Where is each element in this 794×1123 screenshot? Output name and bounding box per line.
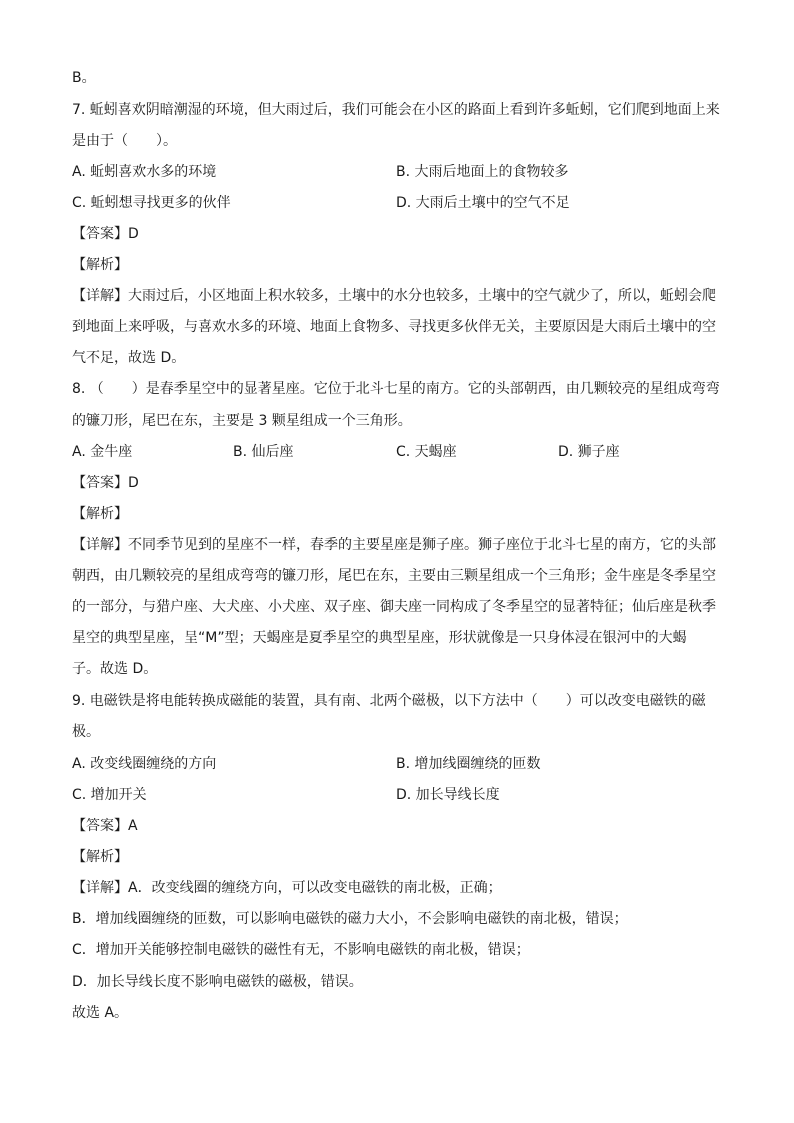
- q8-option-b: B. 仙后座: [233, 444, 294, 460]
- q8-option-a: A. 金牛座: [72, 444, 133, 460]
- q7-detail-line-2: 到地面上来呼吸，与喜欢水多的环境、地面上食物多、寻找更多伙伴无关，主要原因是大雨后土壤中的空: [72, 319, 716, 335]
- q8-detail-line-5: 子。故选 D。: [72, 661, 158, 677]
- q8-detail-line-3: 的一部分，与猎户座、大犬座、小犬座、双子座、御夫座一同构成了冬季星空的显著特征；仙后座是秋季: [72, 599, 716, 615]
- q7-stem-line-1: 7. 蚯蚓喜欢阴暗潮湿的环境，但大雨过后，我们可能会在小区的路面上看到许多蚯蚓，它们爬到地面上来: [72, 102, 720, 118]
- q9-option-a: A. 改变线圈缠绕的方向: [72, 756, 217, 772]
- q9-conclusion: 故选 A。: [72, 1005, 129, 1021]
- q9-option-d: D. 加长导线长度: [396, 787, 500, 803]
- q9-detail-line-3: C．增加开关能够控制电磁铁的磁性有无，不影响电磁铁的南北极，错误；: [72, 942, 530, 958]
- q7-detail-line-3: 气不足，故选 D。: [72, 350, 186, 366]
- q9-answer: 【答案】A: [72, 818, 138, 834]
- q7-option-a: A. 蚯蚓喜欢水多的环境: [72, 164, 217, 180]
- q9-detail-line-4: D．加长导线长度不影响电磁铁的磁极，错误。: [72, 974, 363, 990]
- previous-answer-ending: B。: [72, 70, 96, 86]
- q7-answer: 【答案】D: [72, 226, 139, 242]
- q8-detail-line-4: 星空的典型星座，呈“M”型；天蝎座是夏季星空的典型星座，形状就像是一只身体浸在银河中的大蝎: [72, 630, 687, 646]
- q9-option-c: C. 增加开关: [72, 787, 147, 803]
- q7-detail-line-1: 【详解】大雨过后，小区地面上积水较多，土壤中的水分也较多，土壤中的空气就少了，所以，蚯蚓会爬: [72, 288, 716, 304]
- q8-option-c: C. 天蝎座: [396, 444, 457, 460]
- q9-stem-line-2: 极。: [72, 724, 100, 740]
- q8-option-d: D. 狮子座: [558, 444, 620, 460]
- q8-stem-line-2: 的镰刀形，尾巴在东，主要是 3 颗星组成一个三角形。: [72, 413, 412, 429]
- q7-option-d: D. 大雨后土壤中的空气不足: [396, 195, 570, 211]
- q9-stem-line-1: 9. 电磁铁是将电能转换成磁能的装置，具有南、北两个磁极，以下方法中（ ）可以改变电磁铁的磁: [72, 693, 706, 709]
- q8-analysis-label: 【解析】: [72, 506, 128, 522]
- q7-option-c: C. 蚯蚓想寻找更多的伙伴: [72, 195, 231, 211]
- q7-analysis-label: 【解析】: [72, 257, 128, 273]
- q9-detail-line-2: B．增加线圈缠绕的匝数，可以影响电磁铁的磁力大小，不会影响电磁铁的南北极，错误；: [72, 911, 628, 927]
- q8-detail-line-1: 【详解】不同季节见到的星座不一样，春季的主要星座是狮子座。狮子座位于北斗七星的南方，它的头部: [72, 537, 716, 553]
- q7-option-b: B. 大雨后地面上的食物较多: [396, 164, 569, 180]
- q7-stem-line-2: 是由于（ ）。: [72, 133, 177, 149]
- q8-detail-line-2: 朝西，由几颗较亮的星组成弯弯的镰刀形，尾巴在东，主要由三颗星组成一个三角形；金牛座是冬季星空: [72, 568, 716, 584]
- q8-answer: 【答案】D: [72, 475, 139, 491]
- q9-analysis-label: 【解析】: [72, 849, 128, 865]
- q9-detail-line-1: 【详解】A．改变线圈的缠绕方向，可以改变电磁铁的南北极，正确；: [72, 880, 502, 896]
- q9-option-b: B. 增加线圈缠绕的匝数: [396, 756, 541, 772]
- q8-stem-line-1: 8. （ ）是春季星空中的显著星座。它位于北斗七星的南方。它的头部朝西，由几颗较亮的星组成弯弯: [72, 381, 720, 397]
